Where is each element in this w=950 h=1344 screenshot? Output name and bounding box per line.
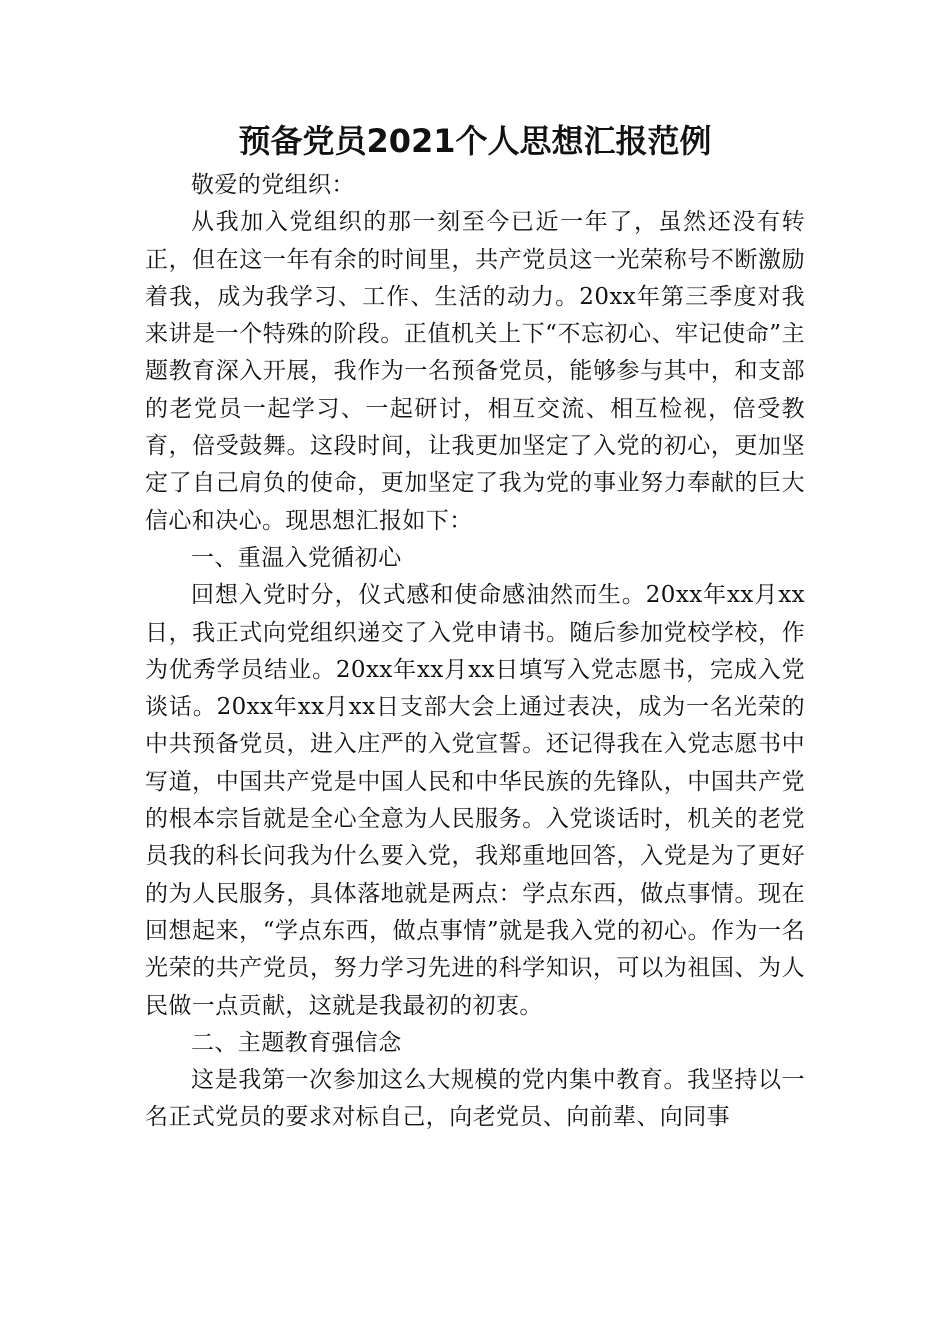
salutation: 敬爱的党组织：: [191, 172, 355, 198]
section-heading-1: 一、重温入党循初心: [191, 544, 402, 571]
document-title: 预备党员2021个人思想汇报范例: [238, 122, 712, 160]
paragraph-section-1: 回想入党时分，仪式感和使命感油然而生。20xx年xx月xx日，我正式向党组织递交了入党申请书。随后参加党校学校，作为优秀学员结业。20xx年xx月xx日填写入党志愿书，完成入党谈话。20xx年xx月xx日支部大会上通过表决，成为一名光荣的中共预备党员，进入庄严的入党宣誓。还记得我在入党志愿书中写道，中国共产党是中国人民和中华民族的先锋队，中国共产党的根本宗旨就是全心全意为人民服务。入党谈话时，机关的老党员我的科长问我为什么要入党，我郑重地回答，入党是为了更好的为人民服务，具体落地就是两点：学点东西，做点事情。现在回想起来，“学点东西，做点事情”就是我入党的初心。作为一名光荣的共产党员，努力学习先进的科学知识，可以为祖国、为人民做一点贡献，这就是我最初的初衷。: [145, 582, 805, 1019]
document-page: [145, 115, 805, 1137]
paragraph-section-2: 这是我第一次参加这么大规模的党内集中教育。我坚持以一名正式党员的要求对标自己，向老党员、向前辈、向同事: [145, 1067, 805, 1131]
section-heading-2: 二、主题教育强信念: [191, 1029, 402, 1056]
document-body: [145, 167, 805, 1137]
paragraph-intro: 从我加入党组织的那一刻至今已近一年了，虽然还没有转正，但在这一年有余的时间里，共产党员这一光荣称号不断激励着我，成为我学习、工作、生活的动力。20xx年第三季度对我来讲是一个特殊的阶段。正值机关上下“不忘初心、牢记使命”主题教育深入开展，我作为一名预备党员，能够参与其中，和支部的老党员一起学习、一起研讨，相互交流、相互检视，倍受教育，倍受鼓舞。这段时间，让我更加坚定了入党的初心，更加坚定了自己肩负的使命，更加坚定了我为党的事业努力奉献的巨大信心和决心。现思想汇报如下：: [145, 209, 805, 534]
